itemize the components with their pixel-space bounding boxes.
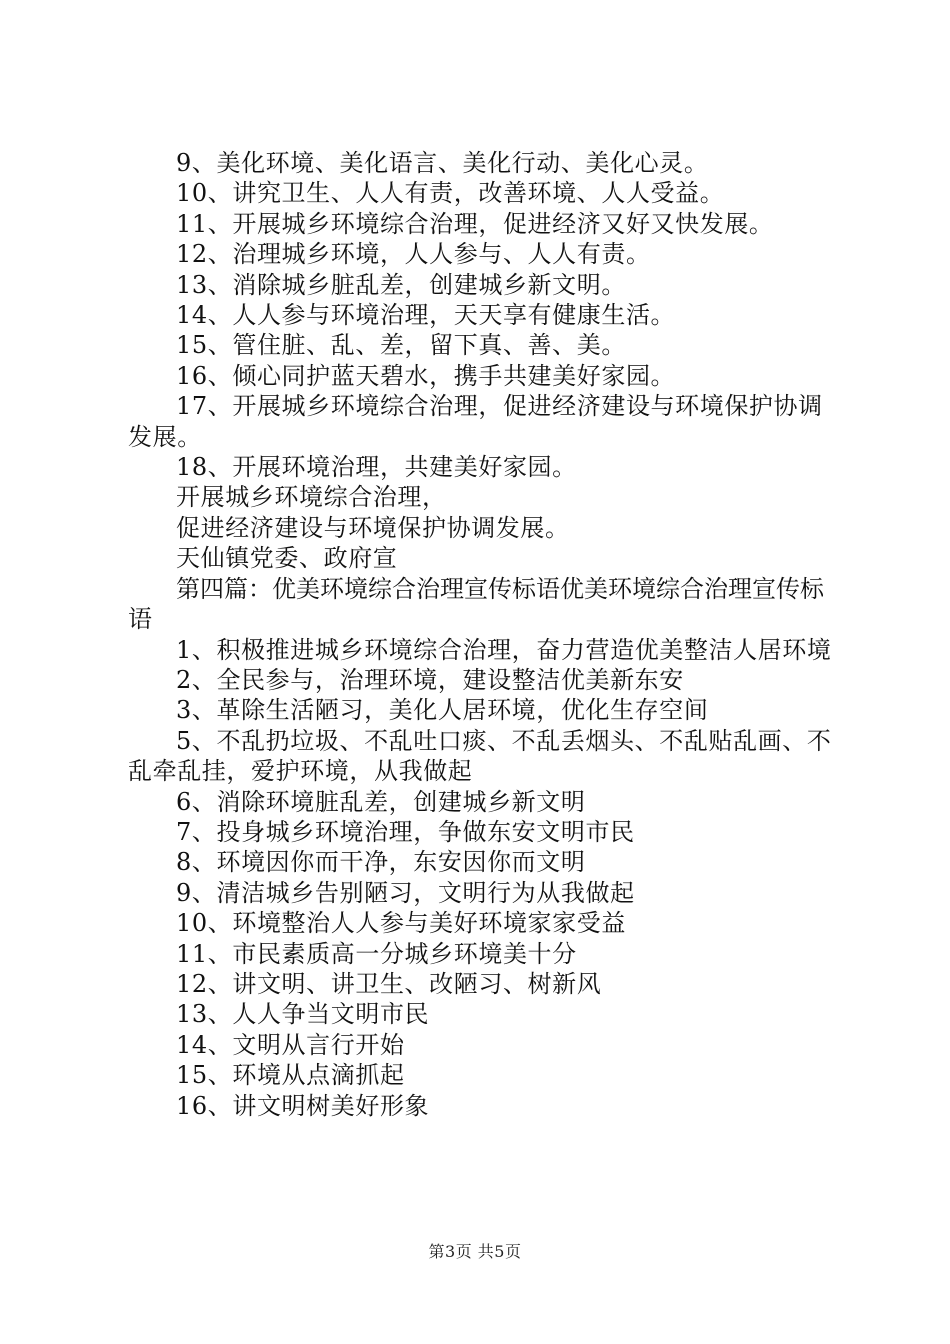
paragraph: 15、环境从点滴抓起 <box>176 1061 405 1090</box>
paragraph: 15、管住脏、乱、差，留下真、善、美。 <box>176 331 626 360</box>
paragraph: 7、投身城乡环境治理，争做东安文明市民 <box>176 817 635 846</box>
paragraph: 9、清洁城乡告别陋习，文明行为从我做起 <box>176 878 635 907</box>
paragraph: 16、讲文明树美好形象 <box>176 1091 430 1120</box>
paragraph: 17、开展城乡环境综合治理，促进经济建设与环境保护协调发展。 <box>128 392 823 451</box>
paragraph: 10、讲究卫生、人人有责，改善环境、人人受益。 <box>176 179 725 208</box>
paragraph: 3、革除生活陋习，美化人居环境，优化生存空间 <box>176 696 709 725</box>
paragraph: 13、消除城乡脏乱差，创建城乡新文明。 <box>176 270 626 299</box>
paragraph: 12、讲文明、讲卫生、改陋习、树新风 <box>176 969 602 998</box>
signature-line: 天仙镇党委、政府宣 <box>176 544 398 573</box>
paragraph: 6、消除环境脏乱差，创建城乡新文明 <box>176 787 586 816</box>
paragraph: 开展城乡环境综合治理， <box>176 483 447 512</box>
paragraph: 促进经济建设与环境保护协调发展。 <box>176 513 570 542</box>
paragraph: 10、环境整治人人参与美好环境家家受益 <box>176 909 626 938</box>
paragraph: 13、人人争当文明市民 <box>176 1000 430 1029</box>
paragraph: 8、环境因你而干净，东安因你而文明 <box>176 848 586 877</box>
document-body <box>128 148 840 1121</box>
paragraph: 9、美化环境、美化语言、美化行动、美化心灵。 <box>176 149 709 177</box>
section-heading: 第四篇：优美环境综合治理宣传标语优美环境综合治理宣传标语 <box>128 574 824 634</box>
page-footer: 第3页 共5页 <box>428 1242 522 1261</box>
paragraph: 11、市民素质高一分城乡环境美十分 <box>176 939 577 968</box>
paragraph: 12、治理城乡环境，人人参与、人人有责。 <box>176 240 651 269</box>
paragraph: 14、文明从言行开始 <box>176 1030 405 1059</box>
paragraph: 5、不乱扔垃圾、不乱吐口痰、不乱丢烟头、不乱贴乱画、不乱牵乱挂，爱护环境，从我做起 <box>128 726 832 786</box>
paragraph: 14、人人参与环境治理，天天享有健康生活。 <box>176 301 676 330</box>
paragraph: 16、倾心同护蓝天碧水，携手共建美好家园。 <box>176 361 676 390</box>
paragraph: 11、开展城乡环境综合治理，促进经济又好又快发展。 <box>176 209 774 238</box>
paragraph: 18、开展环境治理，共建美好家园。 <box>176 453 577 482</box>
paragraph: 1、积极推进城乡环境综合治理，奋力营造优美整洁人居环境 <box>176 635 832 664</box>
paragraph: 2、全民参与，治理环境，建设整洁优美新东安 <box>176 665 684 694</box>
